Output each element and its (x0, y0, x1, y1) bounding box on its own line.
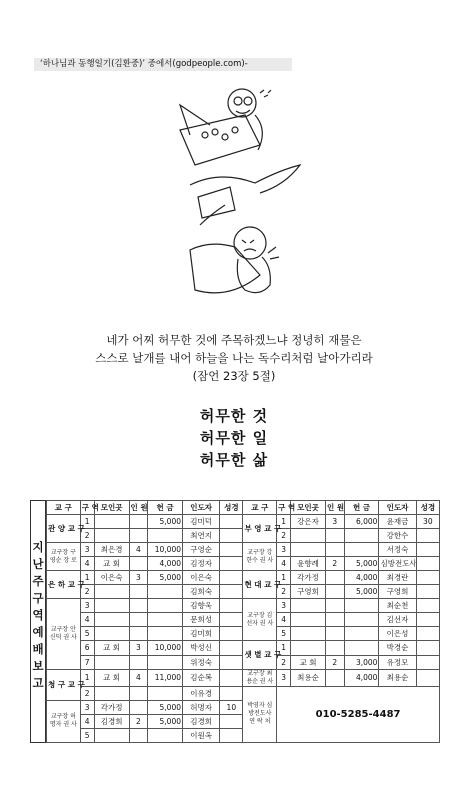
attendance: 4 (129, 543, 148, 557)
table-row (47, 641, 440, 655)
cell-number: 4 (80, 557, 94, 571)
group-name: 은 하 교 구 (47, 571, 81, 599)
meeting-place (94, 529, 129, 543)
attendance (325, 669, 344, 686)
cell-number: 1 (277, 571, 291, 585)
attendance: 3 (129, 641, 148, 655)
column-header: 모인곳 (94, 501, 129, 515)
leader-name: 심방전도사 (379, 557, 416, 571)
leader-name: 김정자 (183, 557, 220, 571)
leader-name: 김미희 (183, 627, 220, 641)
offering (148, 599, 183, 613)
group-leader: 교구장 최용순 권 사 (243, 669, 277, 686)
meeting-place (94, 515, 129, 529)
attendance: 2 (325, 655, 344, 669)
group-name: 관 양 교 구 (47, 515, 81, 543)
offering: 10,000 (148, 543, 183, 557)
meeting-place (94, 655, 129, 669)
bible-count (416, 599, 439, 613)
attendance (129, 627, 148, 641)
attendance (129, 700, 148, 714)
leader-name: 박경순 (379, 641, 416, 655)
bible-count: 10 (220, 700, 243, 714)
meeting-place: 각가정 (94, 700, 129, 714)
cell-number: 1 (277, 515, 291, 529)
attendance: 3 (325, 515, 344, 529)
bible-count (220, 669, 243, 686)
table-row (47, 543, 440, 557)
report-side-title: 지 난 주 구 역 예 배 보 고 (30, 500, 46, 743)
group-leader: 교구장 김선자 권 사 (243, 599, 277, 641)
offering (148, 585, 183, 599)
attendance (325, 641, 344, 655)
offering: 5,000 (148, 515, 183, 529)
attendance: 2 (129, 714, 148, 728)
offering: 5,000 (148, 700, 183, 714)
leader-name: 최연지 (183, 529, 220, 543)
cell-number: 1 (80, 515, 94, 529)
bible-count (220, 543, 243, 557)
cell-number: 3 (277, 599, 291, 613)
column-header: 헌 금 (344, 501, 379, 515)
contact-label: 박영자 심방전도사 연 락 처 (243, 686, 277, 742)
bible-count (416, 557, 439, 571)
leader-name: 허명자 (183, 700, 220, 714)
offering: 5,000 (344, 585, 379, 599)
bible-count (416, 585, 439, 599)
cell-number: 1 (80, 669, 94, 686)
emphasis-line-2: 허무한 일 (199, 429, 269, 447)
bible-count (220, 655, 243, 669)
bible-count (220, 515, 243, 529)
table-row (47, 686, 440, 700)
attendance (325, 529, 344, 543)
attendance (129, 529, 148, 543)
meeting-place (94, 686, 129, 700)
leader-name: 유정모 (379, 655, 416, 669)
cell-number: 3 (80, 599, 94, 613)
cell-number: 2 (277, 585, 291, 599)
offering: 4,000 (344, 571, 379, 585)
column-header: 구 역 (277, 501, 291, 515)
verse-line-1: 네가 어찌 허무한 것에 주목하겠느냐 정녕히 재물은 (106, 333, 362, 347)
offering (344, 599, 379, 613)
meeting-place (94, 627, 129, 641)
meeting-place: 최은경 (94, 543, 129, 557)
offering: 4,000 (344, 669, 379, 686)
offering (148, 627, 183, 641)
attendance (129, 515, 148, 529)
meeting-place: 교 회 (94, 641, 129, 655)
cell-number: 6 (80, 641, 94, 655)
column-header: 인 원 (129, 501, 148, 515)
leader-name: 이유경 (183, 686, 220, 700)
attendance (325, 627, 344, 641)
cell-number: 7 (80, 655, 94, 669)
attendance (325, 599, 344, 613)
group-name: 부 영 교 구 (243, 515, 277, 543)
bible-count (416, 627, 439, 641)
verse-reference: (잠언 23장 5절) (192, 369, 276, 383)
column-header: 인도자 (379, 501, 416, 515)
bible-count (220, 571, 243, 585)
leader-name: 이은성 (379, 627, 416, 641)
group-name: 현 대 교 구 (243, 571, 277, 599)
column-header: 헌 금 (148, 501, 183, 515)
table-header-row (47, 501, 440, 515)
leader-name: 이원옥 (183, 728, 220, 742)
meeting-place: 교 회 (94, 557, 129, 571)
column-header: 성경 (416, 501, 439, 515)
cell-number: 2 (277, 529, 291, 543)
leader-name: 김희숙 (183, 585, 220, 599)
contact-phone: 010-5285-4487 (277, 686, 440, 742)
cell-number: 2 (80, 529, 94, 543)
offering (148, 655, 183, 669)
leader-name: 김미덕 (183, 515, 220, 529)
table-row (47, 669, 440, 686)
leader-name: 김경희 (183, 714, 220, 728)
offering (344, 627, 379, 641)
attendance (129, 728, 148, 742)
leader-name: 강한수 (379, 529, 416, 543)
attendance: 2 (325, 557, 344, 571)
meeting-place (291, 543, 326, 557)
leader-name: 위정숙 (183, 655, 220, 669)
group-leader: 교구장 안신덕 권 사 (47, 599, 81, 669)
cartoon-illustration (150, 75, 320, 310)
leader-name: 김선자 (379, 613, 416, 627)
meeting-place (94, 585, 129, 599)
bible-count (220, 686, 243, 700)
leader-name: 윤재금 (379, 515, 416, 529)
meeting-place: 구영희 (291, 585, 326, 599)
offering (148, 686, 183, 700)
leader-name: 최용순 (379, 669, 416, 686)
offering (344, 543, 379, 557)
bible-count (416, 613, 439, 627)
cell-number: 4 (80, 714, 94, 728)
cell-number: 3 (277, 543, 291, 557)
meeting-place: 교 회 (94, 669, 129, 686)
attendance (325, 613, 344, 627)
attendance (325, 543, 344, 557)
bible-count (416, 669, 439, 686)
column-header: 교 구 (243, 501, 277, 515)
group-leader: 교구장 강한수 권 사 (243, 543, 277, 571)
meeting-place: 교 회 (291, 655, 326, 669)
cell-number: 4 (80, 613, 94, 627)
bible-count (416, 641, 439, 655)
offering (148, 613, 183, 627)
meeting-place: 이은숙 (94, 571, 129, 585)
bible-count (220, 728, 243, 742)
cell-number: 2 (277, 655, 291, 669)
leader-name: 문희성 (183, 613, 220, 627)
attendance (129, 655, 148, 669)
leader-name: 이은숙 (183, 571, 220, 585)
leader-name: 최경란 (379, 571, 416, 585)
column-header: 성경 (220, 501, 243, 515)
leader-name: 구영희 (379, 585, 416, 599)
meeting-place (94, 599, 129, 613)
offering: 5,000 (344, 557, 379, 571)
bible-count (416, 571, 439, 585)
cell-number: 2 (80, 686, 94, 700)
attendance (129, 686, 148, 700)
column-header: 인도자 (183, 501, 220, 515)
offering: 3,000 (344, 655, 379, 669)
leader-name: 구영순 (183, 543, 220, 557)
bible-count (220, 599, 243, 613)
offering (344, 613, 379, 627)
cell-number: 1 (80, 571, 94, 585)
offering (344, 641, 379, 655)
meeting-place (291, 641, 326, 655)
offering: 6,000 (344, 515, 379, 529)
meeting-place: 김경희 (94, 714, 129, 728)
meeting-place (291, 627, 326, 641)
cell-number: 3 (80, 700, 94, 714)
meeting-place (291, 599, 326, 613)
cell-number: 3 (80, 543, 94, 557)
cell-number: 1 (277, 641, 291, 655)
leader-name: 박성신 (183, 641, 220, 655)
bible-count (416, 529, 439, 543)
attendance (129, 585, 148, 599)
bible-count (416, 655, 439, 669)
offering (344, 529, 379, 543)
meeting-place (94, 728, 129, 742)
meeting-place (94, 613, 129, 627)
bible-count (220, 613, 243, 627)
offering: 5,000 (148, 714, 183, 728)
leader-name: 김향욱 (183, 599, 220, 613)
cell-group-report-table (46, 500, 440, 743)
bible-count (220, 627, 243, 641)
meeting-place: 강은자 (291, 515, 326, 529)
offering: 10,000 (148, 641, 183, 655)
attendance: 4 (129, 669, 148, 686)
bible-count (416, 543, 439, 557)
group-leader: 교구장 구영순 장 로 (47, 543, 81, 571)
group-name: 청 구 교 구 (47, 669, 81, 700)
verse-line-2: 스스로 날개를 내어 하늘을 나는 독수리처럼 날아가리라 (95, 351, 373, 365)
emphasis-line-1: 허무한 것 (199, 407, 269, 425)
table-row (47, 571, 440, 585)
meeting-place (291, 529, 326, 543)
meeting-place (291, 613, 326, 627)
meeting-place: 윤향례 (291, 557, 326, 571)
bible-count (220, 641, 243, 655)
attendance (325, 585, 344, 599)
attendance (129, 599, 148, 613)
emphasis-line-3: 허무한 삶 (199, 451, 269, 469)
cell-number: 4 (277, 557, 291, 571)
offering (148, 529, 183, 543)
offering: 11,000 (148, 669, 183, 686)
meeting-place: 각가정 (291, 571, 326, 585)
offering (148, 728, 183, 742)
column-header: 인 원 (325, 501, 344, 515)
attendance: 3 (129, 571, 148, 585)
group-leader: 교구장 허명자 권 사 (47, 700, 81, 742)
bible-count: 30 (416, 515, 439, 529)
bible-count (220, 529, 243, 543)
meeting-place: 최용순 (291, 669, 326, 686)
column-header: 모인곳 (291, 501, 326, 515)
cell-number: 5 (80, 627, 94, 641)
attendance (129, 613, 148, 627)
offering: 5,000 (148, 571, 183, 585)
cell-number: 5 (80, 728, 94, 742)
cell-number: 2 (80, 585, 94, 599)
leader-name: 김순복 (183, 669, 220, 686)
leader-name: 최순천 (379, 599, 416, 613)
bible-count (220, 585, 243, 599)
column-header: 구 역 (80, 501, 94, 515)
group-name: 샛 별 교 구 (243, 641, 277, 669)
offering: 4,000 (148, 557, 183, 571)
cell-number: 5 (277, 627, 291, 641)
leader-name: 서정숙 (379, 543, 416, 557)
table-row (47, 599, 440, 613)
attendance (129, 557, 148, 571)
column-header: 교 구 (47, 501, 81, 515)
bible-count (220, 557, 243, 571)
table-row (47, 515, 440, 529)
cell-number: 4 (277, 613, 291, 627)
attendance (325, 571, 344, 585)
cell-number: 3 (277, 669, 291, 686)
bible-count (220, 714, 243, 728)
source-credit: ‘하나님과 동행일기(김환중)’ 중에서(godpeople.com)- (34, 58, 292, 71)
